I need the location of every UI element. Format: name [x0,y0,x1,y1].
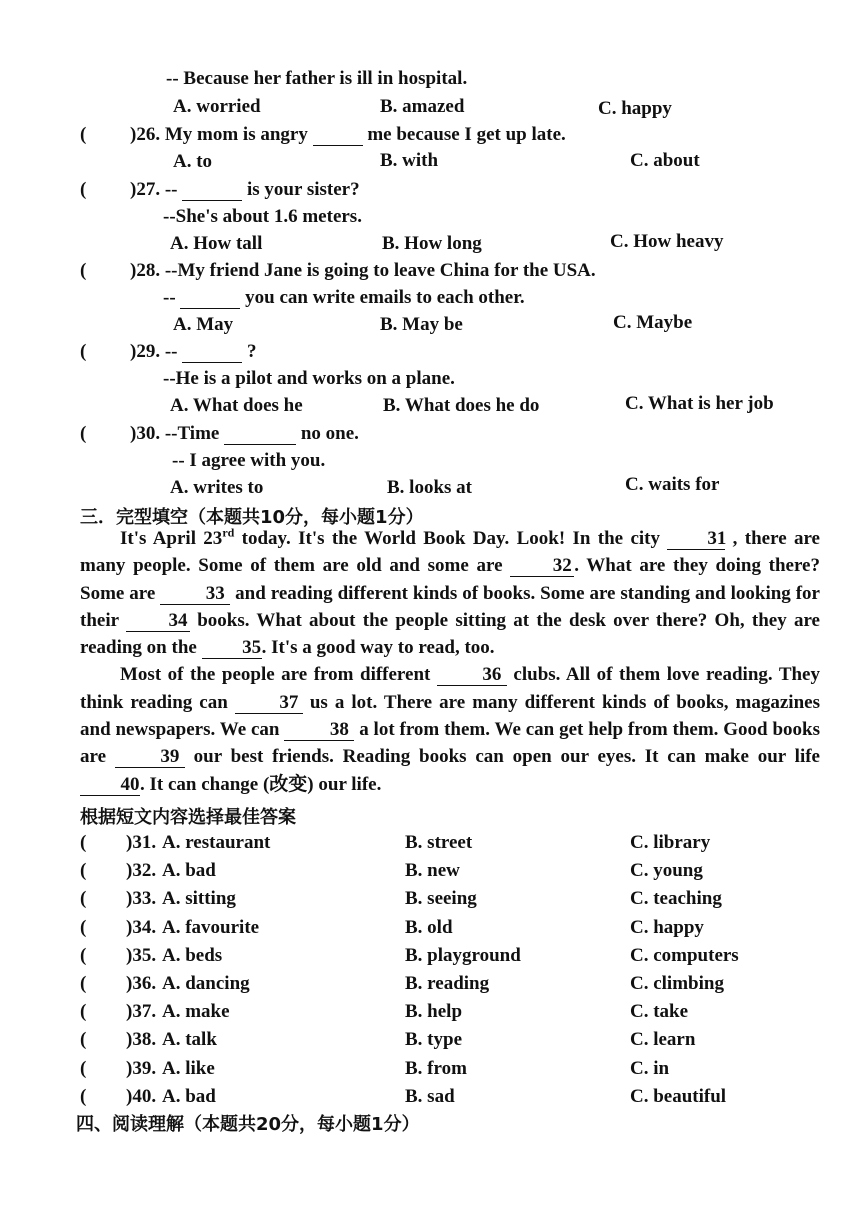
q26-option-c: C. about [630,150,700,171]
option-row-number: )36. [126,973,157,994]
option-b: B. playground [405,945,521,966]
passage-text: clubs. All of them love reading. They think reading can [80,664,820,713]
option-b: B. help [405,1001,463,1022]
q27-number: )27. -- [130,179,178,200]
option-row-paren: ( [80,945,87,966]
q27-blank[interactable] [182,180,242,201]
q30-blank[interactable] [224,424,296,445]
option-c: C. in [630,1058,670,1079]
q25-option-b: B. amazed [380,96,465,117]
q25-option-a: A. worried [173,96,261,117]
option-row-number: )32. [126,860,157,881]
option-row-paren: ( [80,973,87,994]
passage-text: , there are many people. Some of them are old and some are [80,528,820,577]
option-a: A. sitting [162,888,236,909]
option-row-paren: ( [80,1058,87,1079]
cloze-blank-39[interactable]: 39 [115,747,185,768]
cloze-blank-32[interactable]: 32 [510,556,574,577]
cloze-blank-40[interactable]: 40 [80,775,140,796]
passage-superscript: rd [222,525,235,540]
option-c: C. teaching [630,888,722,909]
q26-text-before: My mom is angry [164,124,308,145]
cloze-blank-35[interactable]: 35 [202,638,262,659]
q26-text-after: me because I get up late. [367,124,566,145]
passage-text: It's April 23 [120,528,223,549]
option-b: B. seeing [405,888,477,909]
q30-text-before: --Time [164,423,220,444]
option-b: B. old [405,917,453,938]
option-b: B. new [405,860,460,881]
option-row-paren: ( [80,1086,87,1107]
q27-option-b: B. How long [382,233,482,254]
q28-option-c: C. Maybe [613,312,693,333]
option-c: C. young [630,860,703,881]
option-c: C. take [630,1001,689,1022]
q29-paren: ( [80,341,87,362]
passage-text: us a lot. There are many different kinds of books, magazines and newspapers. We can [80,691,820,741]
option-row-paren: ( [80,888,87,909]
section3-title: 三．完型填空（本题共10分，每小题1分） [80,507,424,528]
q30-option-b: B. looks at [387,477,472,498]
q28-question [130,260,596,282]
option-c: C. computers [630,945,739,966]
cloze-blank-31[interactable]: 31 [667,529,725,550]
option-a: A. favourite [162,917,260,938]
section4-title: 四、阅读理解（本题共20分，每小题1分） [76,1114,420,1135]
q28-blank[interactable] [180,288,240,309]
q28-question-text: --My friend Jane is going to leave China for the USA. [164,260,596,281]
option-a: A. beds [162,945,223,966]
passage-paragraph-2 [80,661,820,797]
option-a: A. like [162,1058,215,1079]
q26-number: )26. [130,124,161,145]
q28-option-a: A. May [173,314,234,335]
q27-text-after: is your sister? [246,179,360,200]
cloze-blank-34[interactable]: 34 [126,611,190,632]
option-a: A. talk [162,1029,217,1050]
q27-answer-line: --She's about 1.6 meters. [163,206,362,227]
q29-question [130,341,256,363]
cloze-blank-37[interactable]: 37 [235,693,303,714]
q28-option-b: B. May be [380,314,463,335]
passage-text: today. It's the World Book Day. Look! In the city [234,528,668,549]
option-b: B. type [405,1029,462,1050]
passage-text: Most of the people are from different [120,664,437,686]
option-c: C. library [630,832,711,853]
option-c: C. beautiful [630,1086,727,1107]
option-row-number: )33. [126,888,157,909]
option-row-number: )40. [126,1086,157,1107]
q30-text-after: no one. [300,423,359,444]
passage-text: books. What about the people sitting at the desk over there? Oh, they are reading on the [80,609,820,659]
option-row-paren: ( [80,1029,87,1050]
passage-text: . What are they doing there? Some are [80,555,820,604]
q26-paren: ( [80,124,87,145]
q27-paren: ( [80,179,87,200]
option-row-paren: ( [80,1001,87,1022]
option-row-paren: ( [80,832,87,853]
q27-option-a: A. How tall [170,233,263,254]
q25-answer-line: -- Because her father is ill in hospital. [166,68,468,89]
q28-answer-line [163,287,525,309]
passage-paragraph-1 [80,525,820,661]
passage-text: . It's a good way to read, too. [261,637,495,659]
option-c: C. learn [630,1029,696,1050]
option-row-number: )35. [126,945,157,966]
option-b: B. from [405,1058,467,1079]
passage-text: . It can change (改变) our life. [140,773,382,795]
q27-question [130,179,360,201]
passage-text: a lot from them. We can get help from them. Good books are [80,719,820,768]
option-row-number: )37. [126,1001,157,1022]
option-row-paren: ( [80,860,87,881]
option-a: A. make [162,1001,230,1022]
option-row-paren: ( [80,917,87,938]
option-b: B. reading [405,973,490,994]
q29-option-a: A. What does he [170,395,303,416]
cloze-passage [80,525,820,798]
option-row-number: )34. [126,917,157,938]
q25-option-c: C. happy [598,98,672,119]
q27-option-c: C. How heavy [610,231,724,252]
cloze-blank-38[interactable]: 38 [284,720,354,741]
q29-blank[interactable] [182,342,242,363]
option-row-number: )39. [126,1058,157,1079]
section3-instruction: 根据短文内容选择最佳答案 [80,807,296,828]
option-c: C. happy [630,917,704,938]
passage-text: and reading different kinds of books. Some are standing and looking for their [80,582,820,631]
q28-prefix: -- [163,287,176,308]
q29-number: )29. -- [130,341,178,362]
passage-text: our best friends. Reading books can open our eyes. It can make our life [184,746,820,768]
option-a: A. restaurant [162,832,271,853]
option-b: B. sad [405,1086,455,1107]
q29-option-b: B. What does he do [383,395,540,416]
option-row-number: )38. [126,1029,157,1050]
cloze-blank-33[interactable]: 33 [160,584,230,605]
q28-text-after: you can write emails to each other. [245,287,525,308]
q30-paren: ( [80,423,87,444]
option-c: C. climbing [630,973,724,994]
q30-answer-line: -- I agree with you. [172,450,326,471]
q26-option-a: A. to [173,151,213,172]
q30-question [130,423,359,445]
q30-number: )30. [130,423,161,444]
q29-text-after: ? [246,341,257,362]
q29-answer-line: --He is a pilot and works on a plane. [163,368,455,389]
q30-option-c: C. waits for [625,474,720,495]
q26-question [130,124,566,146]
cloze-blank-36[interactable]: 36 [437,665,507,686]
option-a: A. dancing [162,973,250,994]
q26-option-b: B. with [380,150,439,171]
option-b: B. street [405,832,473,853]
q30-option-a: A. writes to [170,477,264,498]
q26-blank[interactable] [313,125,363,146]
option-row-number: )31. [126,832,157,853]
q28-paren: ( [80,260,87,281]
option-a: A. bad [162,860,216,881]
q28-number: )28. [130,260,161,281]
option-a: A. bad [162,1086,216,1107]
q29-option-c: C. What is her job [625,393,774,414]
